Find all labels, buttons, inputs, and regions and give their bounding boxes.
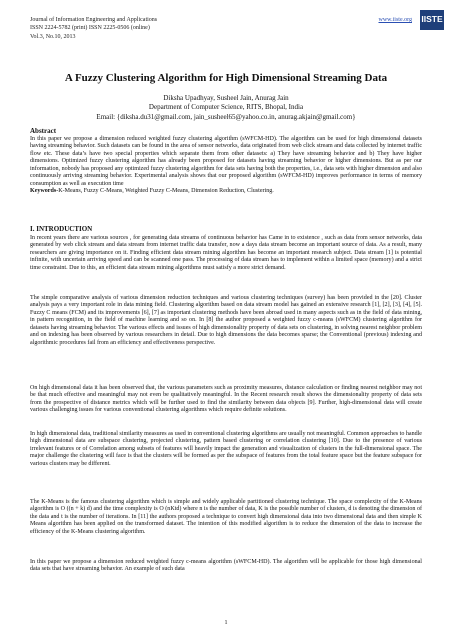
abstract-heading: Abstract xyxy=(30,127,57,135)
logo-text: IISTE xyxy=(421,14,443,24)
journal-name: Journal of Information Engineering and Applications xyxy=(30,17,158,23)
abstract-body: In this paper we propose a dimension reduced weighted fuzzy clustering algorithm (sWFCM-HD). The algorithm can be used for high dimensional datasets having streaming behavior. Such datasets can be found in the area of sensor networks, data originated from web click stream and data collected by internet traffic flow etc. These data’s have two special properties which separate them from other datasets: a) They have streaming behavior and b) They have higher dimensions. Optimized fuzzy clustering algorithm has already been proposed for datasets having streaming behavior or higher dimensions. But as per our information, nobody has proposed any optimized fuzzy clustering algorithm for data sets having both the properties, i.e., data sets with higher dimension and also continuously arriving streaming behavior. Experimental analysis shows that our proposed algorithm (sWFCM-HD) improves performance in terms of memory consumption as well as execution time xyxy=(30,136,422,187)
journal-url-link[interactable]: www.iiste.org xyxy=(378,17,412,23)
intro-paragraph-3: On high dimensional data it has been observed that, the various parameters such as proximity measures, distance calculation or finding nearest neighbor may not be that much effective and meaningful may not even be qualitatively meaningful. In the Recent research result shows the dimensionality property of data sets from the prospective of distance metrics which will be further used to find the similarity between data objects [9]. Further, high-dimensional data will create various challenging issues for various conventional clustering algorithms which require definite solutions. xyxy=(30,385,422,414)
author-affiliation: Department of Computer Science, RITS, Bhopal, India xyxy=(148,103,304,112)
journal-header xyxy=(30,16,422,41)
author-block xyxy=(20,94,432,122)
journal-volume: Vol.3, No.10, 2013 xyxy=(30,33,76,40)
intro-paragraph-2: The simple comparative analysis of various dimension reduction techniques and various clustering techniques (survey) has been provided in the [20]. Cluster analysis pays a very important role in data mining field. Clustering algorithm based on data stream model has gained an extensive research [1], [2], [3], [4], [5]. Fuzzy C means (FCM) and its improvements [6], [7] as important clustering methods have been abroad used in many aspects such as in the field of data mining, in pattern recognition, in the field of machine learning and so on. In [8] the author proposed a weighted fuzzy c-means (sWFCM) clustering algorithm for datasets having streaming behavior. The various effects and issues of high dimensionality property of data sets on clustering, in solving nearest neighbor problem and on indexing has been observed by various researchers in detail. Due to high dimensions the data becomes sparse; the Conventional (previous) indexing and algorithmic procedures fail from an efficiency and effectiveness perspective. xyxy=(30,295,422,346)
introduction-heading: I. INTRODUCTION xyxy=(30,225,93,233)
page-number: 1 xyxy=(224,620,228,626)
iiste-logo xyxy=(420,10,444,30)
keywords-list: K-Means, Fuzzy C-Means, Weighted Fuzzy C-Means, Dimension Reduction, Clustering. xyxy=(58,188,274,195)
journal-issn: ISSN 2224-5782 (print) ISSN 2225-0506 (online) xyxy=(30,25,150,32)
intro-paragraph-6: In this paper we propose a dimension reduced weighted fuzzy c-means algorithm (sWFCM-HD). The algorithm will be applicable for those high dimensional data sets that have streaming behavior. An example of such data xyxy=(30,559,422,573)
author-email: Email: {diksha.du31@gmail.com, jain_susheel65@yahoo.co.in, anurag.akjain@gmail.com} xyxy=(96,112,356,121)
intro-paragraph-5: The K-Means is the famous clustering algorithm which is simple and widely applicable partitioned clustering technique. The space complexity of the K-Means algorithm is O ((n + k) d) and the time complexity is O (nKtd) where n is the number of data, K is the possible number of clusters, d is denoting the dimension of the data and t is the number of iterations. In [11] the authors proposed a technique to convert high dimensional data into two dimensional data and then simple K Means algorithm has been applied on the transformed dataset. The intention of this modified algorithm is to reduce the dimension of the data to increase the efficiency of the K-Means clustering algorithm. xyxy=(30,499,422,535)
paper-title: A Fuzzy Clustering Algorithm for High Dimensional Streaming Data xyxy=(64,72,388,84)
keywords-label: Keywords- xyxy=(30,188,59,195)
abstract-text xyxy=(30,136,422,196)
intro-paragraph-1: In recent years there are various sources , for generating data streams of continuous behavior has Came in to existence , such as data from sensor networks, data generated by web click stream and data stream from internet traffic data transfer, now a days data stream become an important source of data. As a result, many researchers are giving importance on it. Finding efficient data stream mining algorithm has become an important research subject. Data stream [1] is potential infinite, with uncertain arriving speed and can be scanned one pass. The processing of data stream has to implement within a limited space (memory) and a strict time constraint. Due to this, an efficient data stream mining algorithms must satisfy a more strict demand. xyxy=(30,235,422,271)
intro-paragraph-4: In high dimensional data, traditional similarity measures as used in conventional clustering algorithms are usually not meaningful. Common approaches to handle high dimensional data are subspace clustering, projected clustering, pattern based clustering or correlation clustering [10]. Due to the presence of various irrelevant features or of Correlation among subsets of features will heavily impact the generation and visualization of clusters in the full-dimensional space. The major challenge the clustering will face is that the clusters will be formed as per the subspace of features from the total feature space but the feature subspace for various clusters may be different. xyxy=(30,431,422,467)
author-names: Diksha Upadhyay, Susheel Jain, Anurag Jain xyxy=(163,94,289,102)
